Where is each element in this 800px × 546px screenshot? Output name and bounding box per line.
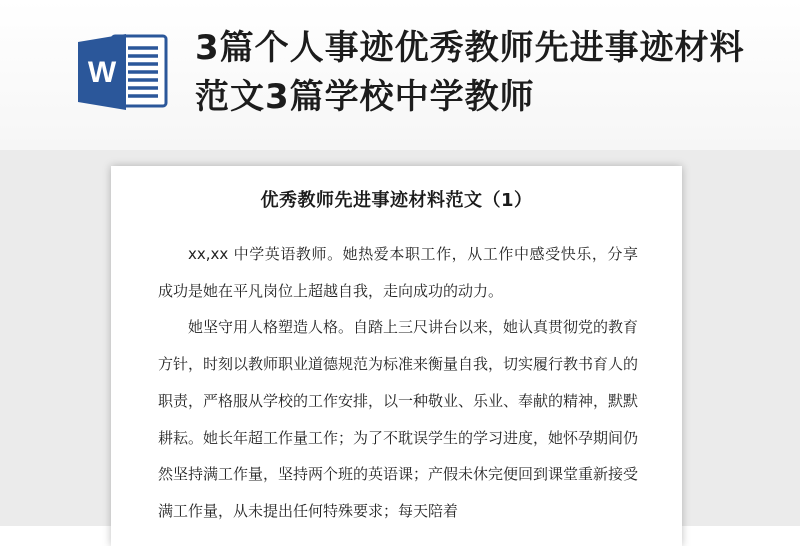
document-body (158, 236, 638, 530)
document-title: 优秀教师先进事迹材料范文（1） (260, 190, 533, 211)
header-banner (0, 0, 800, 150)
word-icon (76, 30, 168, 112)
word-icon-letter: W (87, 56, 117, 89)
document-page (111, 166, 682, 546)
paragraph-2: 她坚守用人格塑造人格。自踏上三尺讲台以来，她认真贯彻党的教育方针，时刻以教师职业道德规范为标准来衡量自我，切实履行教书育人的职责，严格服从学校的工作安排，以一种敬业、乐业、奉献的精神，默默耕耘。她长年超工作量工作；为了不耽误学生的学习进度，她怀孕期间仍然坚持满工作量，坚持两个班的英语课；产假未休完便回到课堂重新接受满工作量，从未提出任何特殊要求；每天陪着 (158, 318, 639, 520)
page-title: 3篇个人事迹优秀教师先进事迹材料范文3篇学校中学教师 (195, 28, 745, 117)
paragraph-1: xx,xx 中学英语教师。她热爱本职工作，从工作中感受快乐，分享成功是她在平凡岗位上超越自我，走向成功的动力。 (158, 245, 638, 300)
